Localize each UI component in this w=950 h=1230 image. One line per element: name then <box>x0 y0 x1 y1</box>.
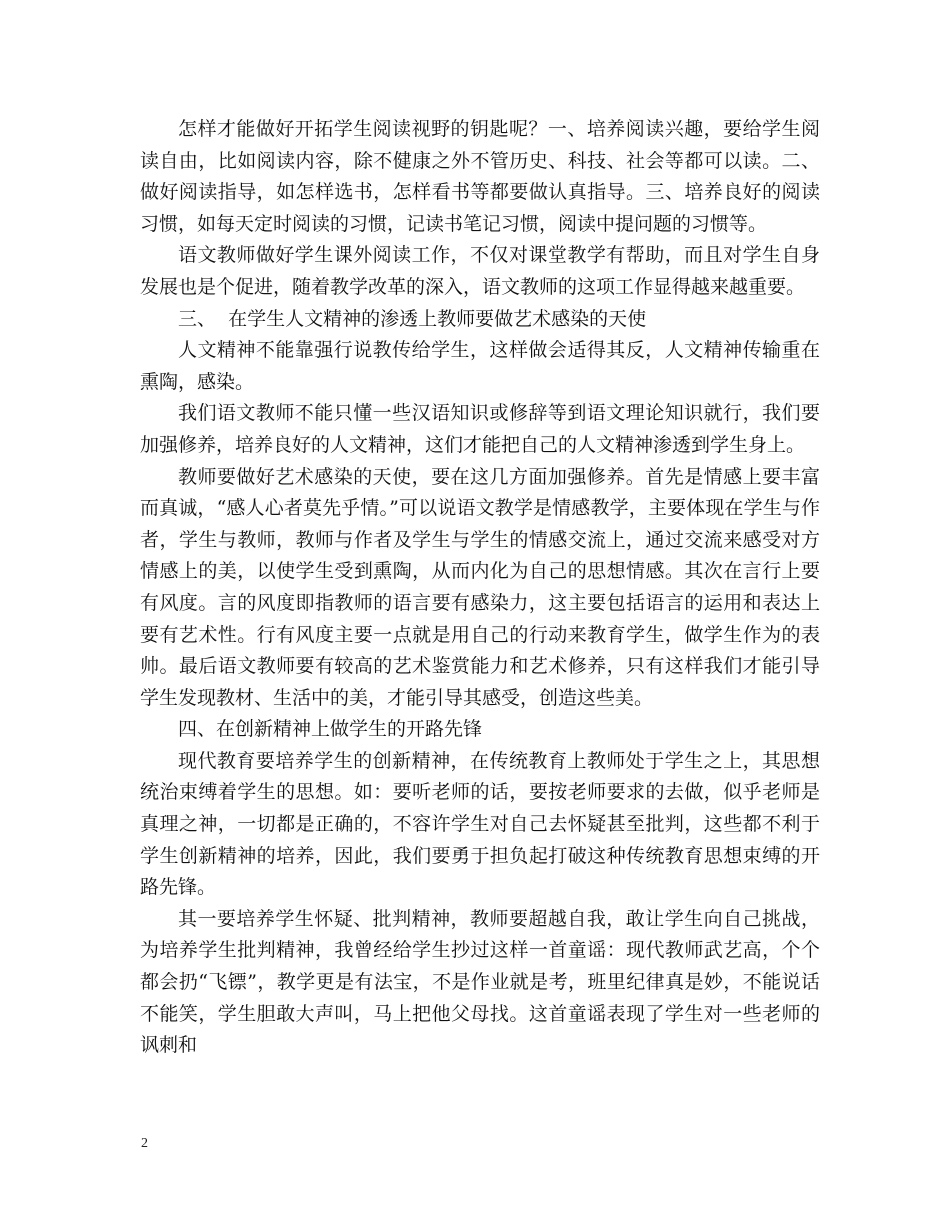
paragraph-humanistic-spirit: 人文精神不能靠强行说教传给学生，这样做会适得其反，人文精神传输重在熏陶，感染。 <box>140 339 820 393</box>
paragraph-critical-thinking: 其一要培养学生怀疑、批判精神，教师要超越自我，敢让学生向自己挑战，为培养学生批判精神，我曾经给学生抄过这样一首童谣：现代教师武艺高，个个都会扔“飞镖”，教学更是有法宝，不是作业就是考，班里纪律真是妙，不能说话不能笑，学生胆敢大声叫，马上把他父母找。这首童谣表现了学生对一些老师的讽刺和 <box>140 907 820 1057</box>
paragraph-artistic-influence: 教师要做好艺术感染的天使，要在这几方面加强修养。首先是情感上要丰富而真诚，“感人心者莫先乎情。”可以说语文教学是情感教学，主要体现在学生与作者，学生与教师，教师与作者及学生与学生的情感交流上，通过交流来感受对方情感上的美，以使学生受到熏陶，从而内化为自己的思想情感。其次在言行上要有风度。言的风度即指教师的语言要有感染力，这主要包括语言的运用和表达上要有艺术性。行有风度主要一点就是用自己的行动来教育学生，做学生作为的表帅。最后语文教师要有较高的艺术鉴赏能力和艺术修养，只有这样我们才能引导学生发现教材、生活中的美，才能引导其感受，创造这些美。 <box>140 465 820 709</box>
page-number: 2 <box>141 1136 148 1151</box>
paragraph-teacher-cultivation: 我们语文教师不能只懂一些汉语知识或修辞等到语文理论知识就行，我们要加强修养，培养良好的人文精神，这们才能把自己的人文精神渗透到学生身上。 <box>140 402 820 456</box>
paragraph-extracurricular-reading: 语文教师做好学生课外阅读工作，不仅对课堂教学有帮助，而且对学生自身发展也是个促进，随着教学改革的深入，语文教师的这项工作显得越来越重要。 <box>140 244 820 298</box>
paragraph-reading-keys: 怎样才能做好开拓学生阅读视野的钥匙呢？一、培养阅读兴趣，要给学生阅读自由，比如阅读内容，除不健康之外不管历史、科技、社会等都可以读。二、做好阅读指导，如怎样选书，怎样看书等都要做认真指导。三、培养良好的阅读习惯，如每天定时阅读的习惯，记读书笔记习惯，阅读中提问题的习惯等。 <box>140 118 820 235</box>
document-body <box>140 114 820 1062</box>
section-heading-three: 三、 在学生人文精神的渗透上教师要做艺术感染的天使 <box>178 307 647 330</box>
paragraph-innovation-spirit: 现代教育要培养学生的创新精神，在传统教育上教师处于学生之上，其思想统治束缚着学生的思想。如：要听老师的话，要按老师要求的去做，似乎老师是真理之神，一切都是正确的，不容许学生对自己去怀疑甚至批判，这些都不利于学生创新精神的培养，因此，我们要勇于担负起打破这种传统教育思想束缚的开路先锋。 <box>140 749 820 899</box>
section-heading-four: 四、在创新精神上做学生的开路先锋 <box>178 718 483 741</box>
